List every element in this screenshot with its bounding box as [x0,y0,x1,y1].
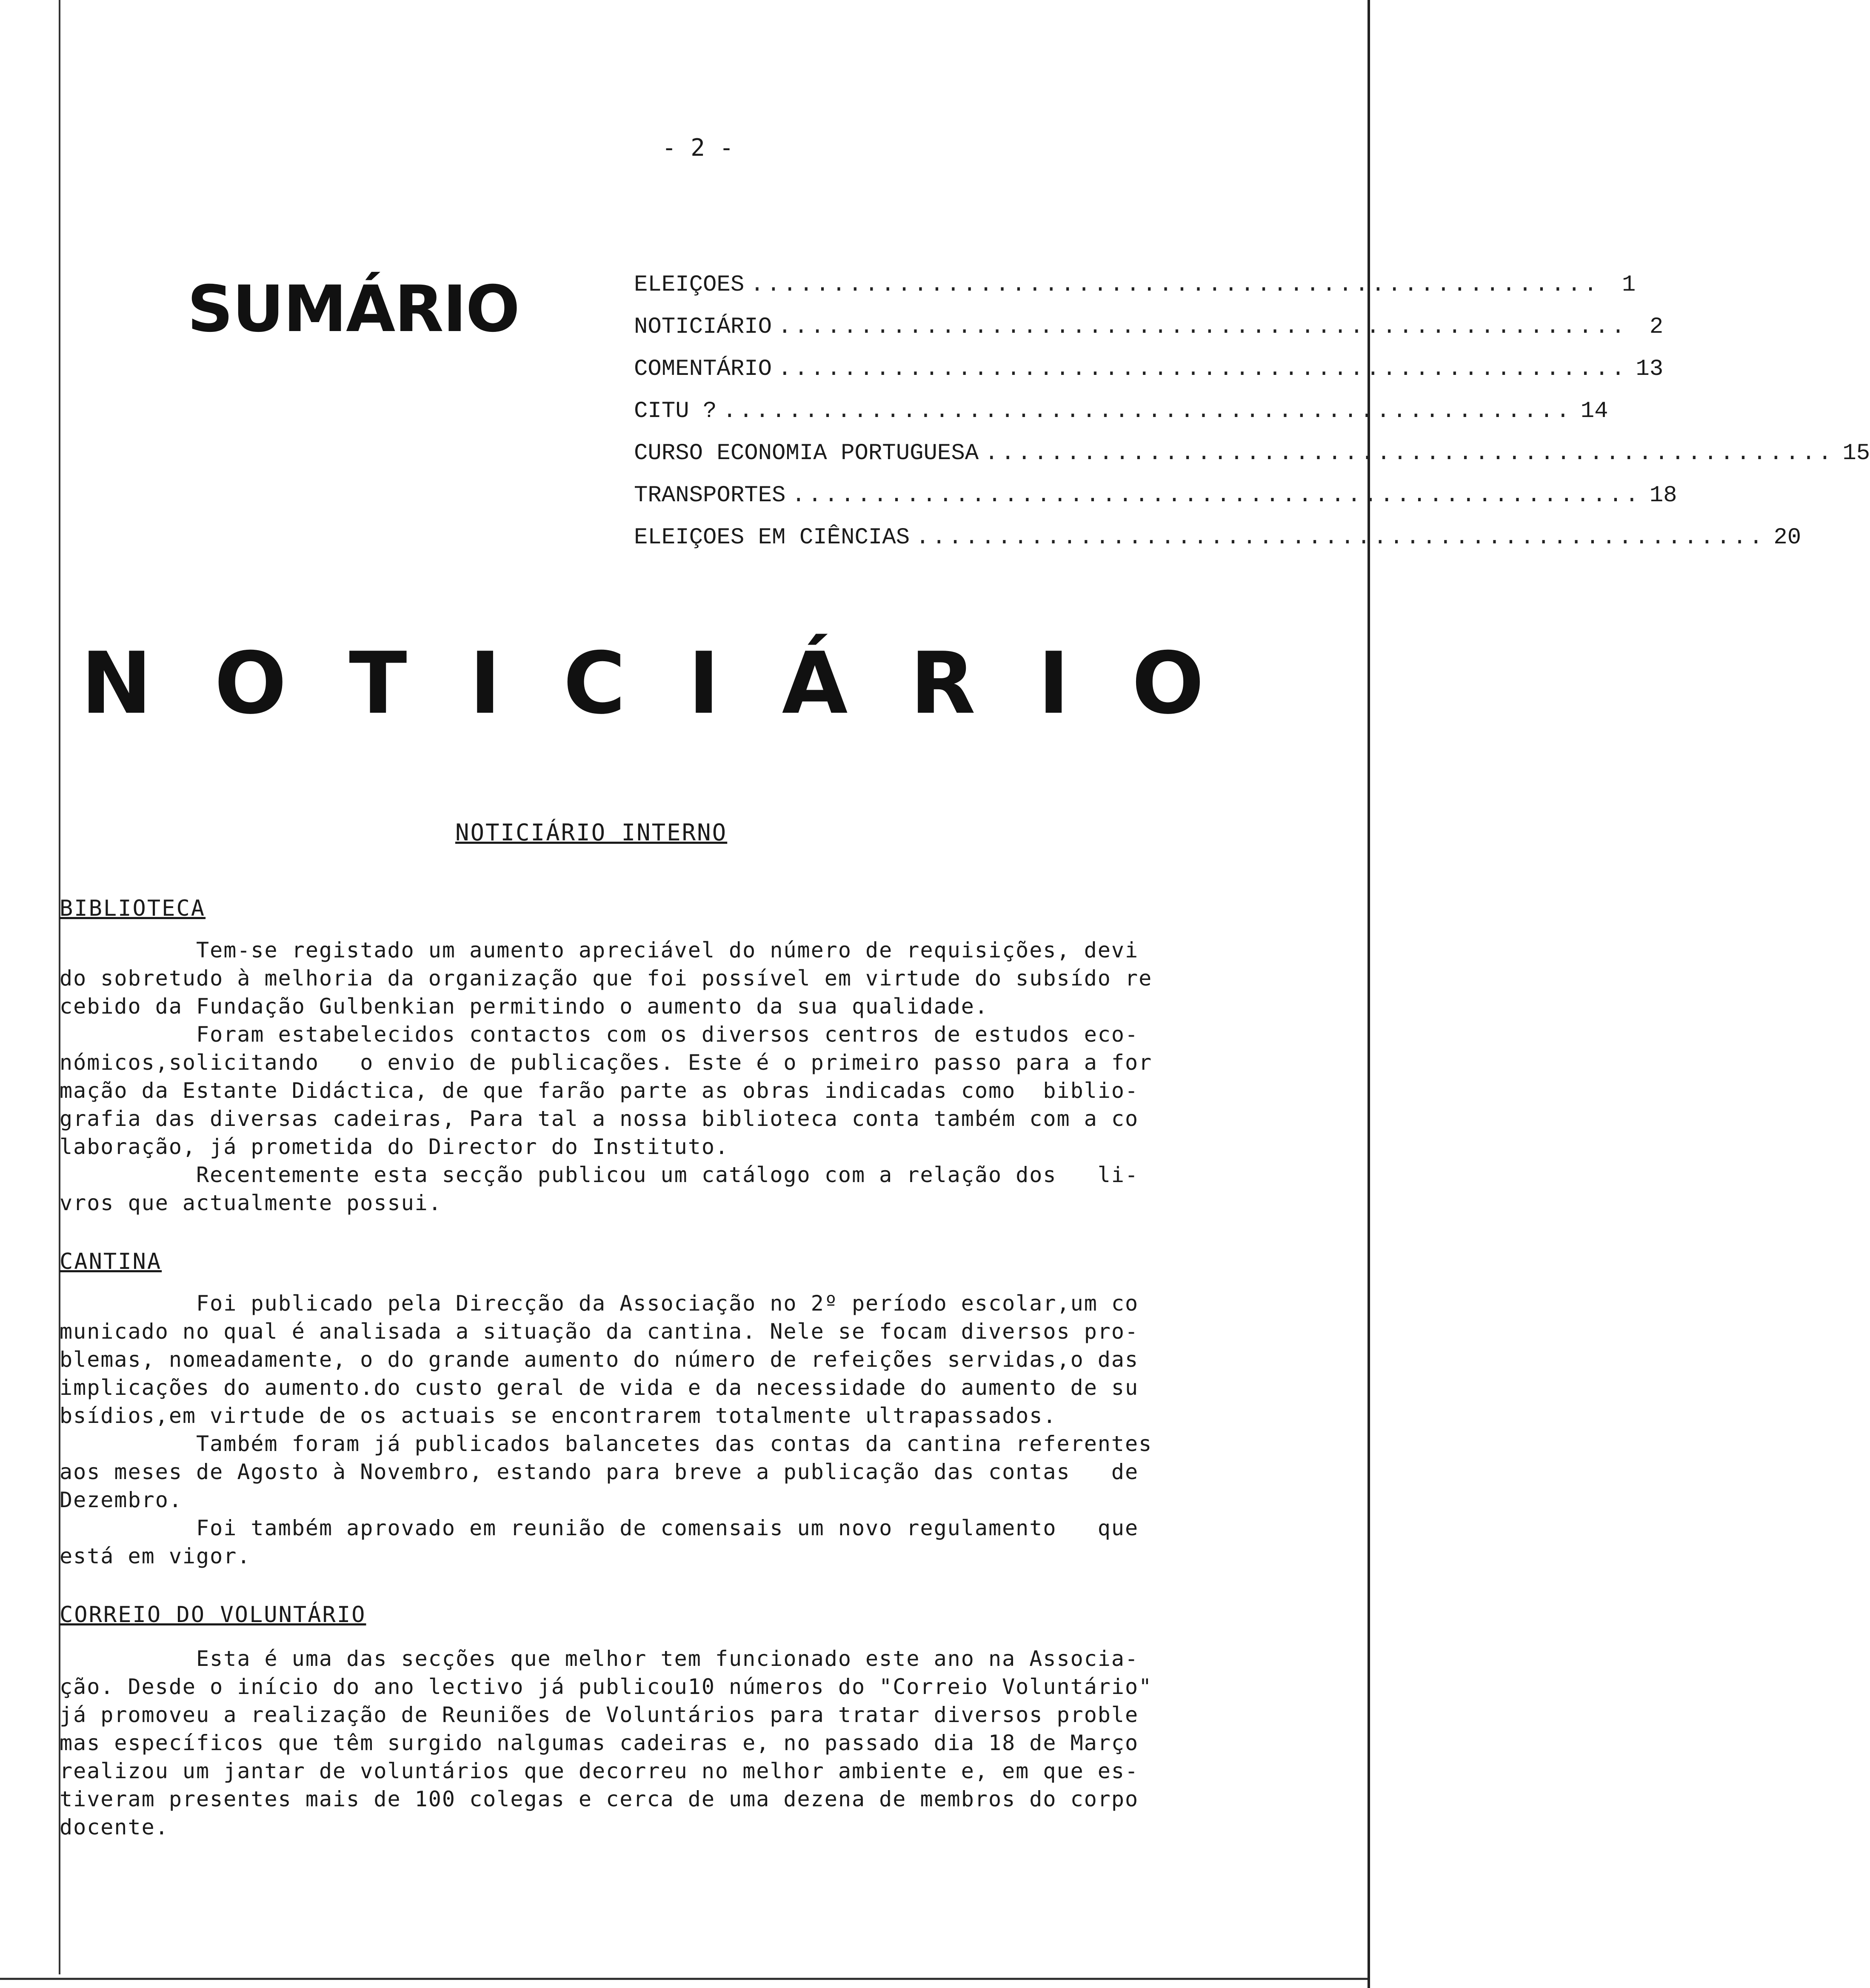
text-line: Recentemente esta secção publicou um catálogo com a relação dos li- [60,1163,1139,1187]
text-line: implicações do aumento.do custo geral de vida e da necessidade do aumento de su [60,1375,1139,1400]
text-line: Foram estabelecidos contactos com os diversos centros de estudos eco- [60,1022,1139,1047]
heading-correio-do-voluntario: CORREIO DO VOLUNTÁRIO [60,1602,366,1628]
banner-letter: I [688,634,720,733]
banner-letter: O [214,634,287,733]
text-line: cebido da Fundação Gulbenkian permitindo o aumento da sua qualidade. [60,994,988,1019]
toc-dot-leader: .................................................... [778,356,1628,382]
toc-entry-label: COMENTÁRIO [634,356,772,382]
text-line: aos meses de Agosto à Novembro, estando para breve a publicação das contas de [60,1460,1139,1484]
table-of-contents [634,264,1870,559]
summary-title: SUMÁRIO [187,272,520,346]
toc-entry [634,306,1664,348]
section-correio-text [60,1645,1276,1841]
text-line: tiveram presentes mais de 100 colegas e cerca de uma dezena de membros do corpo [60,1787,1139,1811]
text-line: ção. Desde o início do ano lectivo já publicou10 números do "Correio Voluntário" [60,1674,1153,1699]
toc-entry-label: ELEIÇOES [634,272,745,298]
toc-entry [634,390,1608,432]
toc-entry [634,348,1664,390]
text-line: Foi também aprovado em reunião de comensais um novo regulamento que [60,1516,1139,1540]
section-biblioteca-text [60,936,1276,1217]
text-line: do sobretudo à melhoria da organização que foi possível em virtude do subsído re [60,966,1153,991]
toc-entry-label: ELEIÇOES EM CIÊNCIAS [634,525,910,551]
toc-entry-page: 13 [1636,356,1664,382]
toc-dot-leader: .................................................... [985,440,1835,466]
text-line: mação da Estante Didáctica, de que farão parte as obras indicadas como biblio- [60,1078,1139,1103]
toc-dot-leader: .................................................... [750,272,1600,298]
noticiario-banner [81,634,1204,733]
text-line: bsídios,em virtude de os actuais se encontrarem totalmente ultrapassados. [60,1403,1057,1428]
section-title: NOTICIÁRIO INTERNO [455,819,728,846]
toc-dot-leader: .................................................... [778,314,1628,340]
text-line: Foi publicado pela Direcção da Associação no 2º período escolar,um co [60,1291,1139,1316]
banner-letter: T [349,634,407,733]
text-line: docente. [60,1815,169,1839]
page-number: - 2 - [662,134,734,162]
banner-letter: Á [782,634,848,733]
section-cantina-text [60,1289,1276,1570]
toc-entry [634,474,1677,517]
toc-dot-leader: .................................................... [916,525,1766,551]
text-line: mas específicos que têm surgido nalgumas cadeiras e, no passado dia 18 de Março [60,1731,1139,1755]
text-line: realizou um jantar de voluntários que decorreu no melhor ambiente e, em que es- [60,1759,1139,1783]
text-line: nómicos,solicitando o envio de publicações. Este é o primeiro passo para a for [60,1050,1153,1075]
bottom-edge-rule [0,1978,1368,1980]
text-line: vros que actualmente possui. [60,1191,442,1215]
heading-biblioteca: BIBLIOTECA [60,896,206,921]
text-line: municado no qual é analisada a situação da cantina. Nele se focam diversos pro- [60,1319,1139,1344]
banner-letter: O [1131,634,1204,733]
text-line: grafia das diversas cadeiras, Para tal a nossa biblioteca conta também com a co [60,1106,1139,1131]
text-line: Esta é uma das secções que melhor tem funcionado este ano na Associa- [60,1646,1139,1671]
toc-entry [634,432,1870,474]
toc-entry-label: CITU ? [634,398,717,424]
toc-entry-page: 2 [1649,314,1664,340]
text-line: blemas, nomeadamente, o do grande aumento do número de refeições servidas,o das [60,1347,1139,1372]
toc-entry-label: CURSO ECONOMIA PORTUGUESA [634,440,979,466]
toc-entry-page: 1 [1622,272,1636,298]
text-line: Dezembro. [60,1488,183,1512]
toc-entry-page: 15 [1842,440,1870,466]
toc-entry [634,264,1636,306]
toc-dot-leader: .................................................... [791,483,1642,508]
banner-letter: C [563,634,626,733]
toc-entry-page: 20 [1773,525,1801,551]
text-line: Tem-se registado um aumento apreciável do número de requisições, devi [60,938,1139,963]
toc-entry-page: 14 [1580,398,1608,424]
banner-letter: I [469,634,501,733]
toc-entry-label: TRANSPORTES [634,483,786,508]
toc-entry-label: NOTICIÁRIO [634,314,772,340]
toc-entry [634,517,1801,559]
toc-dot-leader: .................................................... [722,398,1573,424]
text-line: já promoveu a realização de Reuniões de Voluntários para tratar diversos proble [60,1702,1139,1727]
heading-cantina: CANTINA [60,1249,162,1274]
text-line: laboração, já prometida do Director do Instituto. [60,1134,729,1159]
banner-letter: N [81,634,152,733]
banner-letter: I [1038,634,1070,733]
text-line: está em vigor. [60,1544,251,1568]
toc-entry-page: 18 [1649,483,1677,508]
banner-letter: R [910,634,976,733]
right-edge-rule [1368,0,1370,1988]
text-line: Também foram já publicados balancetes das contas da cantina referentes [60,1431,1153,1456]
